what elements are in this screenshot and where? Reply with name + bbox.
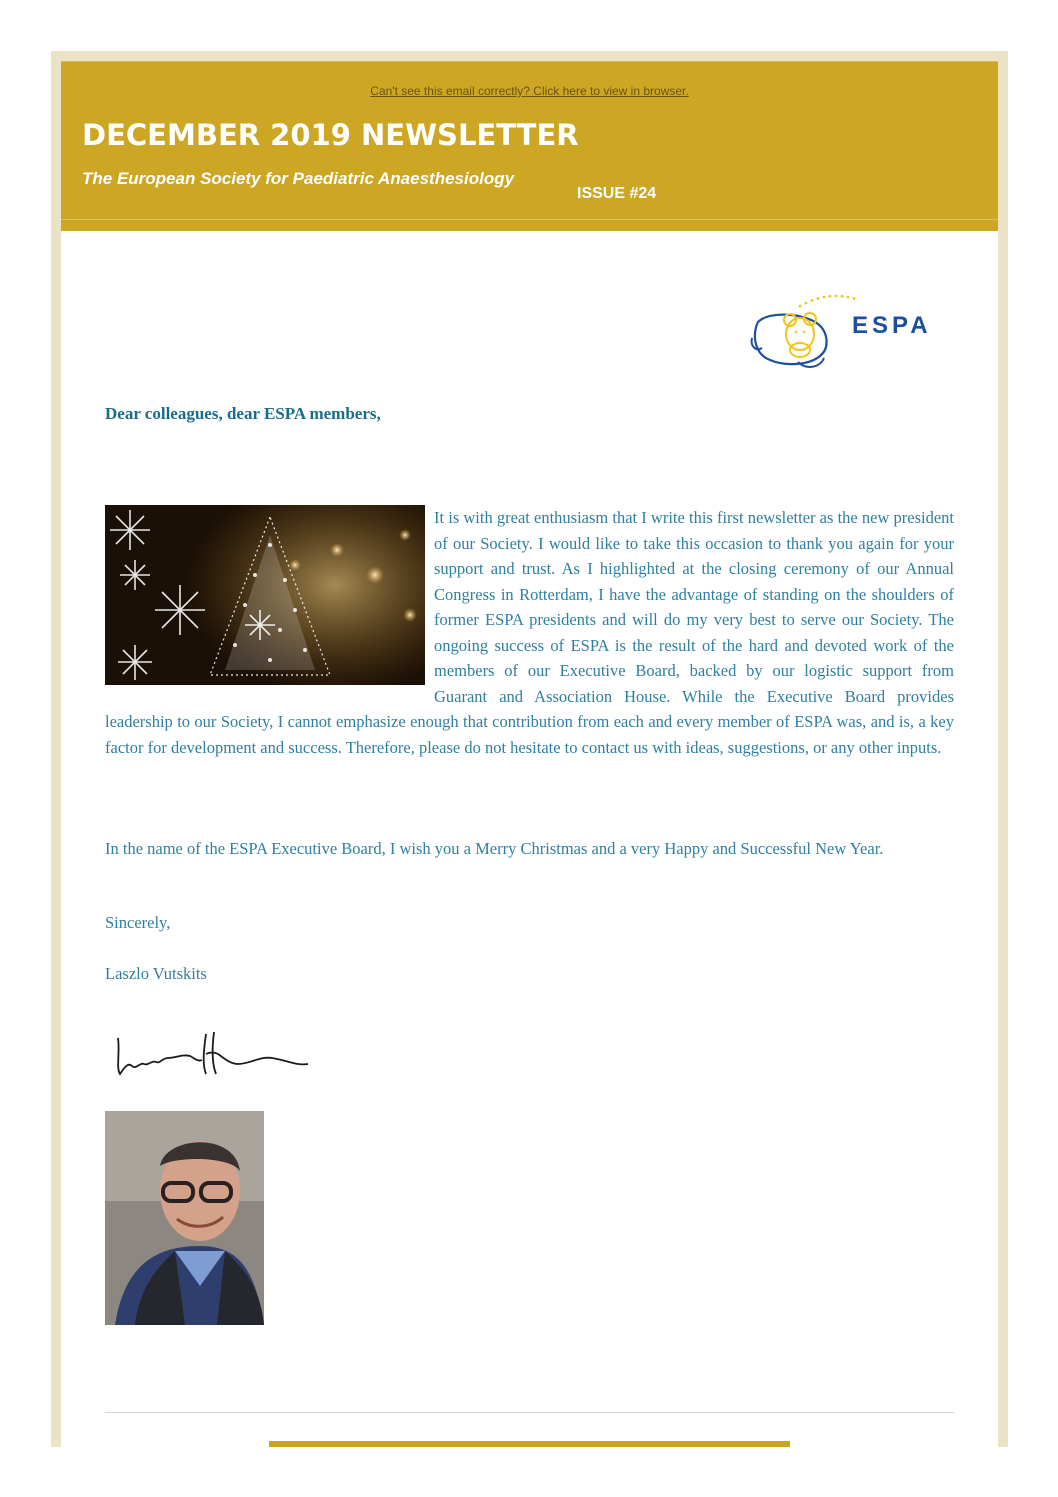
issue-number: ISSUE #24 — [577, 185, 657, 202]
newsletter-title: DECEMBER 2019 NEWSLETTER — [82, 118, 579, 152]
christmas-tree-image — [105, 505, 425, 685]
newsletter-header — [61, 61, 998, 231]
president-photo — [105, 1111, 264, 1325]
society-name: The European Society for Paediatric Anaesthesiology — [82, 169, 515, 188]
espa-koala-logo-icon — [748, 292, 858, 372]
letter-greeting: Dear colleagues, dear ESPA members, — [105, 404, 381, 423]
signatory-name: Laszlo Vutskits — [105, 964, 207, 983]
letter-paragraph-2: In the name of the ESPA Executive Board, I wish you a Merry Christmas and a very Happy and Successful New Year. — [105, 839, 884, 858]
content-divider — [105, 1412, 954, 1413]
espa-logo-text: ESPA — [852, 312, 932, 339]
footer-gold-bar — [269, 1441, 790, 1447]
letter-content — [105, 505, 954, 760]
letter-paragraph-1: It is with great enthusiasm that I write this first newsletter as the new president of our Society. I would like to take this occasion to thank you again for your support and trust. As I highlighted at the closing ceremony of our Annual Congress in Rotterdam, I have the advantage of standing on the shoulders of former ESPA presidents and will do my very best to serve our Society. The ongoing success of ESPA is the result of the hard and devoted work of the members of our Executive Board, backed by our logistic support from Guarant and Association House. While the Executive Board provides leadership to our Society, I cannot emphasize enough that contribution from each and every member of ESPA was, and is, a key factor for development and success. Therefore, please do not hesitate to contact us with ideas, suggestions, or any other inputs. — [105, 508, 954, 757]
signature-image — [110, 1018, 320, 1098]
letter-closing: Sincerely, — [105, 913, 171, 932]
espa-logo[interactable] — [748, 292, 933, 372]
header-divider — [61, 219, 998, 220]
view-in-browser-link[interactable]: Can't see this email correctly? Click here to view in browser. — [370, 84, 689, 98]
